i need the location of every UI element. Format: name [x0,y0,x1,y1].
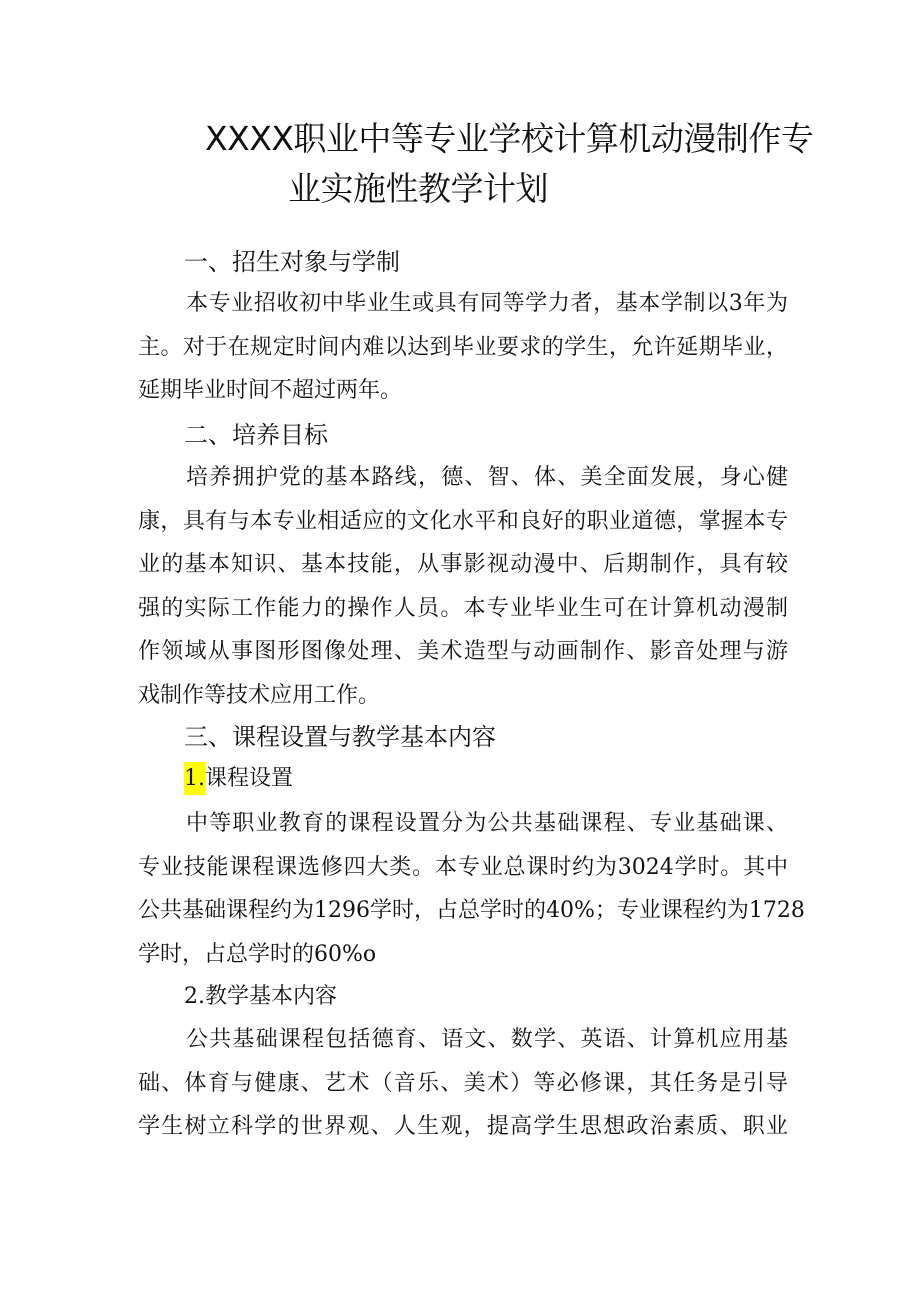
paragraph-line: 公共基础课程约为1296学时，占总学时的40%；专业课程约为1728 [138,898,805,923]
subsection-heading-course-setup [184,764,293,794]
paragraph-line: 公共基础课程包括德育、语文、数学、英语、计算机应用基 [186,1027,788,1052]
paragraph-line: 强的实际工作能力的操作人员。本专业毕业生可在计算机动漫制 [138,595,788,621]
section-body-enrollment [138,282,788,413]
paragraph-line: 戏制作等技术应用工作。 [138,682,381,708]
section-body-objectives [138,456,788,717]
paragraph-line: 主。对于在规定时间内难以达到毕业要求的学生，允许延期毕业， [138,334,788,360]
paragraph-line: 培养拥护党的基本路线，德、智、体、美全面发展，身心健 [186,465,788,490]
subsection-title: 课程设置 [205,766,294,791]
paragraph-line: 学时，占总学时的60%o [138,941,377,967]
title-line-1: XXXX职业中等专业学校计算机动漫制作专 [205,119,814,158]
paragraph-line: 本专业招收初中毕业生或具有同等学力者，基本学制以3年为 [186,291,788,316]
paragraph-line: 专业技能课程课选修四大类。本专业总课时约为3024学时。其中 [138,854,788,880]
section-heading-enrollment: 一、招生对象与学制 [184,248,400,276]
section-heading-objectives: 二、培养目标 [184,421,328,449]
paragraph-line: 学生树立科学的世界观、人生观，提高学生思想政治素质、职业 [138,1114,788,1139]
subsection-body-course-setup [138,802,805,976]
subsection-heading-teaching-content: 2.教学基本内容 [184,984,337,1009]
subsection-number-highlight: 1. [184,762,205,795]
document-title [0,114,920,214]
paragraph-line: 康，具有与本专业相适应的文化水平和良好的职业道德，掌握本专 [138,508,788,534]
paragraph-line: 中等职业教育的课程设置分为公共基础课程、专业基础课、 [186,811,788,836]
paragraph-line: 业的基本知识、基本技能，从事影视动漫中、后期制作，具有较 [138,552,788,577]
section-heading-curriculum: 三、课程设置与教学基本内容 [184,723,496,751]
paragraph-line: 延期毕业时间不超过两年。 [138,378,403,403]
subsection-body-teaching-content [138,1018,788,1149]
paragraph-line: 作领域从事图形图像处理、美术造型与动画制作、影音处理与游 [138,639,788,664]
title-line-2: 业实施性教学计划 [288,169,548,208]
paragraph-line: 础、体育与健康、艺术（音乐、美术）等必修课，其任务是引导 [138,1070,788,1096]
